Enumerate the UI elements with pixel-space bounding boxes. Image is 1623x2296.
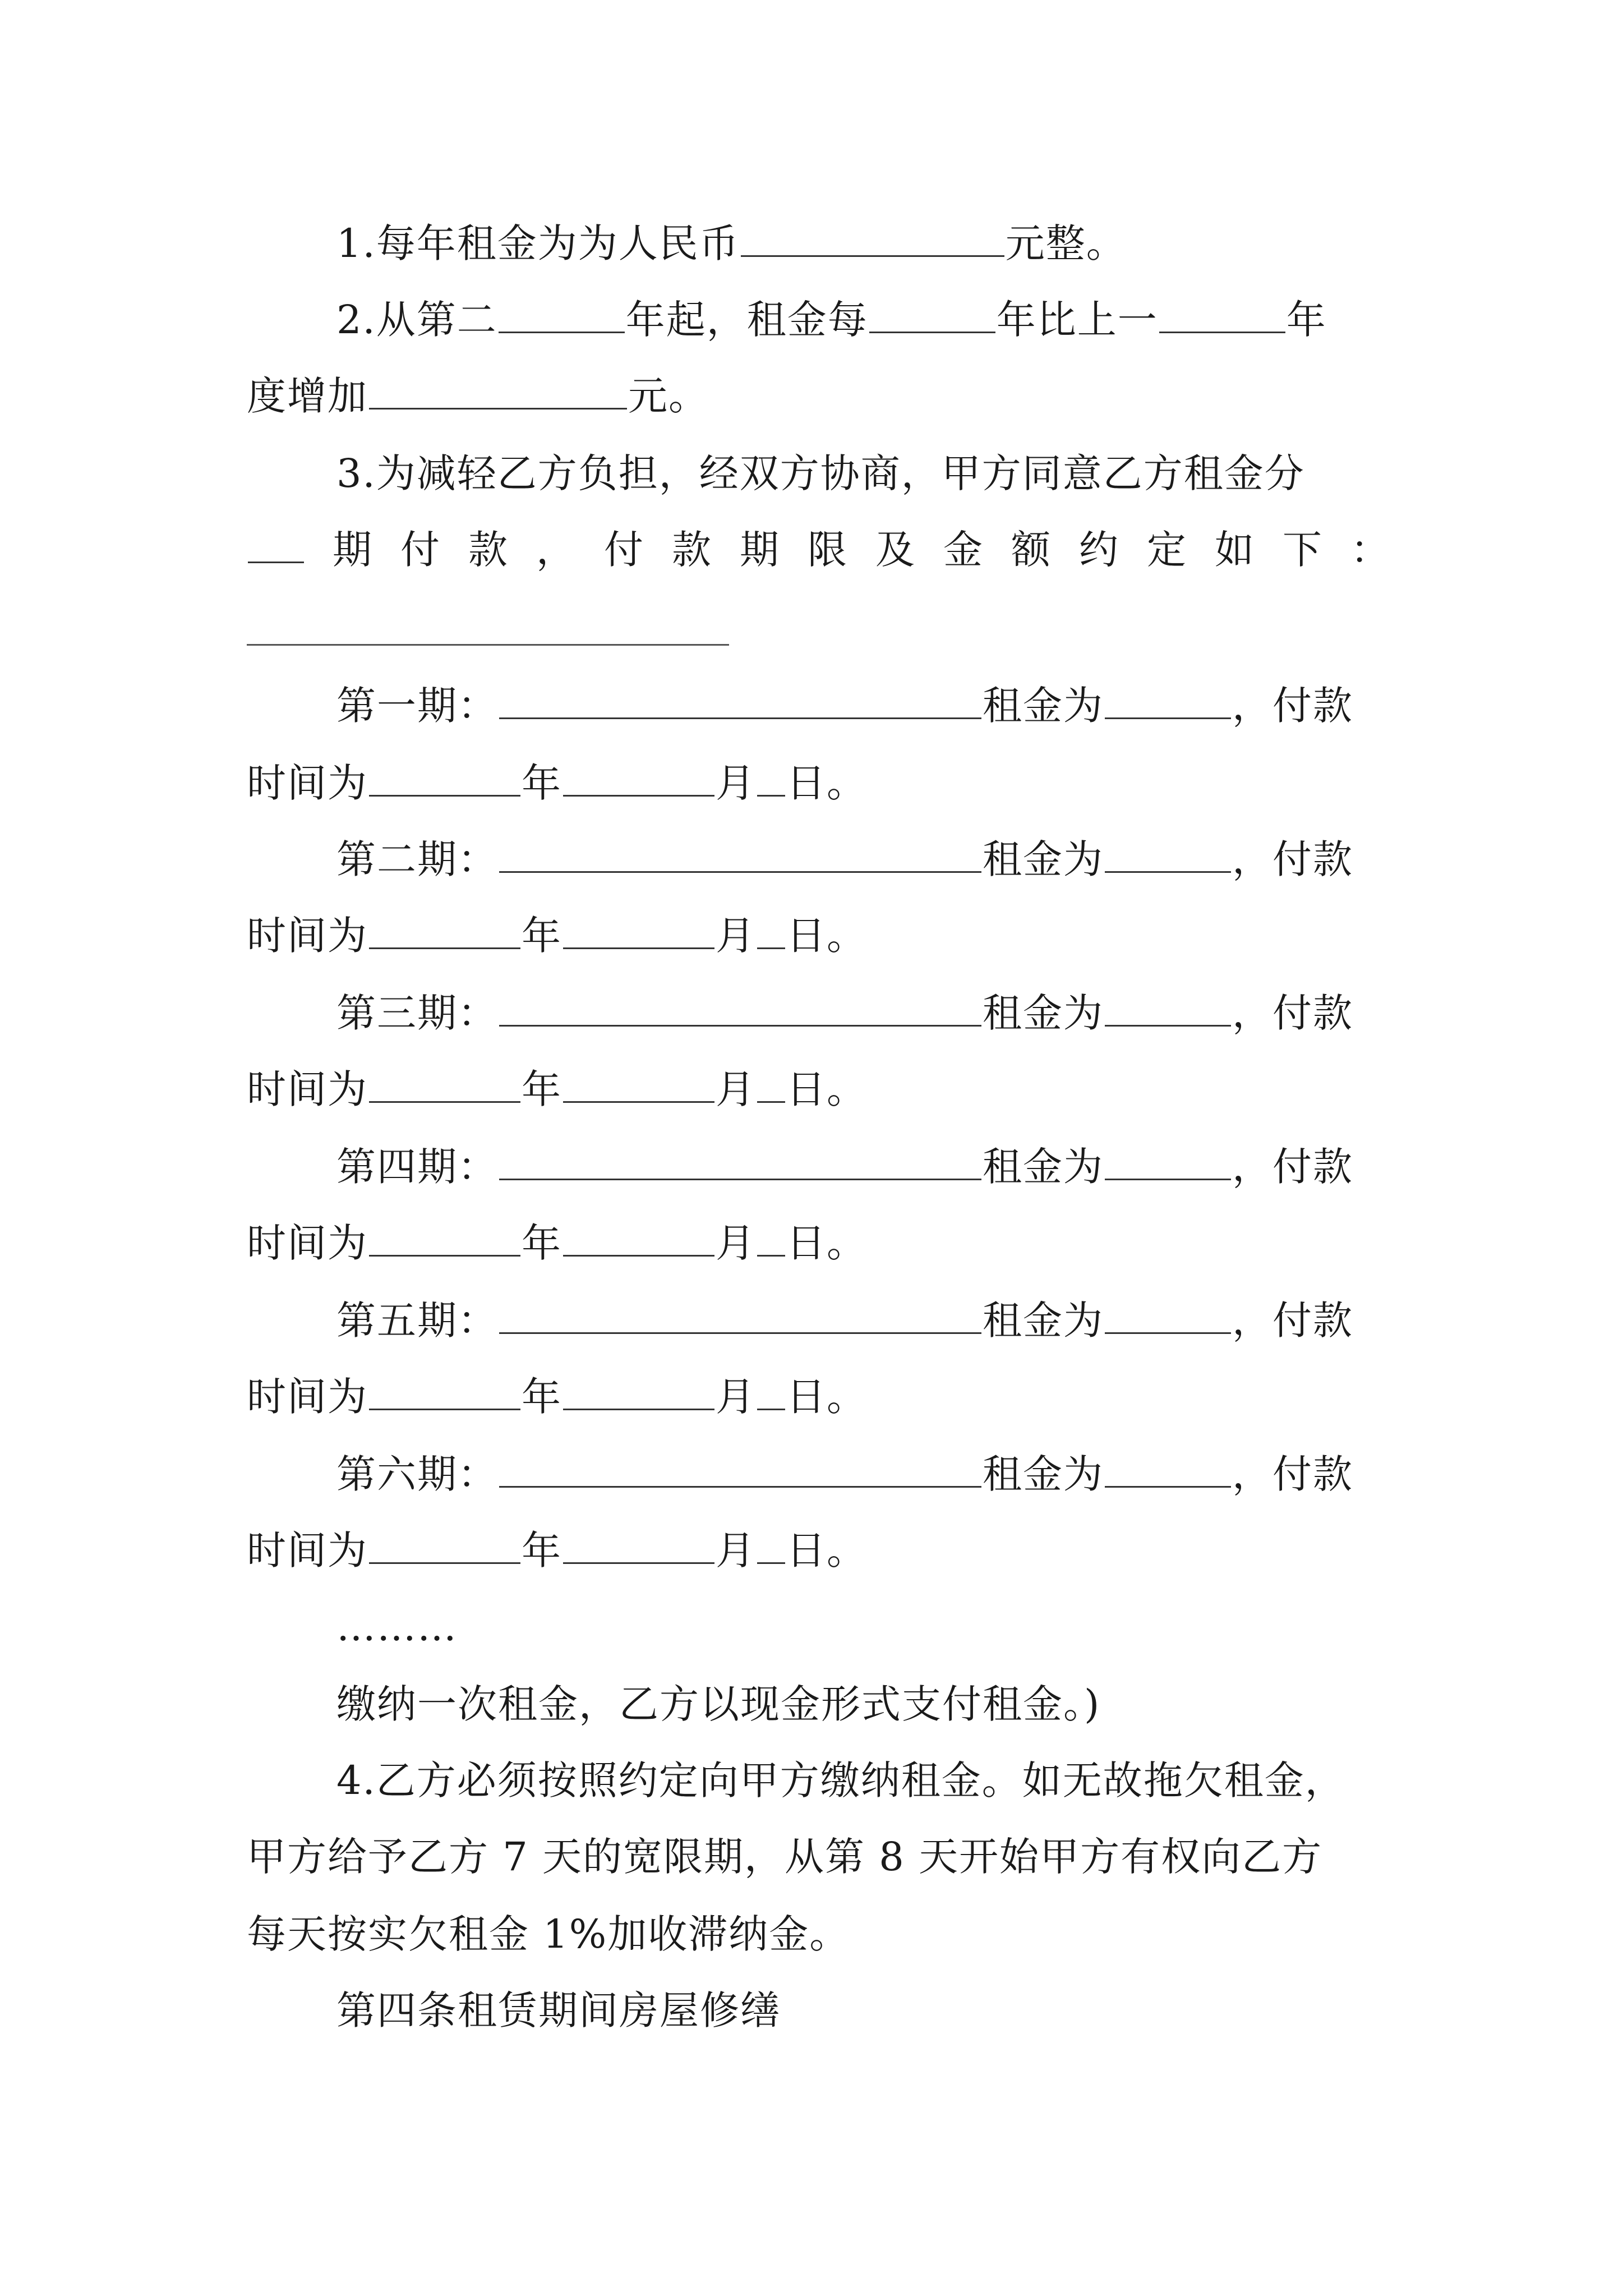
blank-installment-desc[interactable] [499, 680, 981, 720]
blank-installment-desc[interactable] [499, 1449, 981, 1488]
text-clause4-b: 甲方给予乙方 7 天的宽限期，从第 8 天开始甲方有权向乙方 [247, 1834, 1323, 1880]
line-installment-4-time [247, 1209, 1391, 1277]
line-installment-2 [336, 826, 1391, 893]
blank-pay-year[interactable] [369, 1525, 520, 1565]
text-day: 日。 [786, 1374, 867, 1420]
line-rent-increase [336, 286, 1391, 353]
blank-previous-year[interactable] [1159, 295, 1285, 334]
char: 款 [672, 527, 712, 573]
blank-pay-day[interactable] [757, 910, 785, 950]
text-time-is: 时间为 [247, 1066, 368, 1112]
text-day: 日。 [786, 760, 867, 806]
char: 款 [468, 527, 509, 573]
text-time-is: 时间为 [247, 1527, 368, 1573]
blank-annual-rent[interactable] [741, 218, 1004, 257]
blank-pay-month[interactable] [563, 1064, 714, 1103]
installment-label: 第一期： [336, 683, 498, 729]
text-rent-is: 租金为 [983, 990, 1104, 1036]
line-installment-3 [336, 979, 1391, 1047]
blank-installment-count[interactable] [248, 524, 304, 564]
line-installment-terms [247, 516, 1391, 583]
text-month: 月 [716, 1220, 756, 1266]
installment-label: 第六期： [336, 1451, 498, 1497]
line-clause4-b [247, 1823, 1391, 1890]
article-heading: 第四条租赁期间房屋修缮 [336, 1987, 781, 2033]
text-month: 月 [716, 760, 756, 806]
text-payment: ，付款 [1232, 1451, 1353, 1497]
text-year: 年 [522, 1374, 562, 1420]
text-ellipsis: ……… [336, 1604, 458, 1650]
text-payment: ，付款 [1232, 990, 1353, 1036]
text-rent-is: 租金为 [983, 836, 1104, 882]
text-day: 日。 [786, 1066, 867, 1112]
text-month: 月 [716, 913, 756, 959]
text-rent-is: 租金为 [983, 1144, 1104, 1190]
line-installment-5-time [247, 1363, 1391, 1430]
blank-pay-year[interactable] [369, 1064, 520, 1103]
char: 额 [1011, 527, 1052, 573]
text-year: 年 [1286, 297, 1327, 343]
line-clause4-c [247, 1901, 1391, 1968]
line-installment-6-time [247, 1517, 1391, 1584]
char: 期 [333, 527, 373, 573]
text-month: 月 [716, 1527, 756, 1573]
installment-label: 第五期： [336, 1297, 498, 1343]
blank-installment-details[interactable] [247, 644, 729, 646]
text-day: 日。 [786, 1220, 867, 1266]
text-from-second: 2.从第二 [336, 297, 497, 343]
blank-installment-desc[interactable] [499, 834, 981, 873]
char: 如 [1215, 527, 1255, 573]
text-yuan: 元。 [628, 373, 709, 419]
blank-pay-day[interactable] [757, 1218, 785, 1257]
text-year: 年 [522, 913, 562, 959]
blank-every-years[interactable] [869, 295, 995, 334]
line-installment-1-time [247, 749, 1391, 817]
text-rent-is: 租金为 [983, 1451, 1104, 1497]
text-day: 日。 [786, 1527, 867, 1573]
text-increase: 度增加 [247, 373, 368, 419]
line-installment-1 [336, 672, 1391, 739]
line-article4-heading [336, 1977, 1391, 2044]
char: 金 [943, 527, 984, 573]
blank-pay-day[interactable] [757, 758, 785, 797]
blank-pay-year[interactable] [369, 1218, 520, 1257]
blank-installment-desc[interactable] [499, 988, 981, 1027]
blank-rent-amount[interactable] [1105, 680, 1231, 720]
text-rent-is: 租金为 [983, 683, 1104, 729]
blank-pay-month[interactable] [563, 910, 714, 950]
text-time-is: 时间为 [247, 1374, 368, 1420]
blank-rent-amount[interactable] [1105, 1449, 1231, 1488]
blank-rent-amount[interactable] [1105, 1142, 1231, 1181]
installment-label: 第四期： [336, 1144, 498, 1190]
line-installment-4 [336, 1133, 1391, 1200]
text-rent-every: 年起，租金每 [625, 297, 868, 343]
char: ， [536, 527, 577, 573]
blank-rent-amount[interactable] [1105, 834, 1231, 873]
line-installment-6 [336, 1441, 1391, 1508]
blank-pay-year[interactable] [369, 1372, 520, 1411]
blank-pay-day[interactable] [757, 1372, 785, 1411]
line-annual-rent [336, 210, 1391, 277]
line-installment-3-time [247, 1056, 1391, 1123]
char: 期 [740, 527, 780, 573]
blank-increase-amount[interactable] [369, 371, 627, 410]
text-payment: ，付款 [1232, 1297, 1353, 1343]
char: 下 [1283, 527, 1323, 573]
text-month: 月 [716, 1374, 756, 1420]
blank-pay-month[interactable] [563, 1218, 714, 1257]
blank-start-year[interactable] [499, 295, 625, 334]
blank-installment-desc[interactable] [499, 1142, 981, 1181]
blank-pay-month[interactable] [563, 758, 714, 797]
text-payment: ，付款 [1232, 836, 1353, 882]
text-rent-is: 租金为 [983, 1297, 1104, 1343]
installment-label: 第三期： [336, 990, 498, 1036]
text-month: 月 [716, 1066, 756, 1112]
text-time-is: 时间为 [247, 913, 368, 959]
installment-label: 第二期： [336, 836, 498, 882]
blank-pay-month[interactable] [563, 1525, 714, 1565]
blank-installment-desc[interactable] [499, 1295, 981, 1335]
char: 及 [875, 527, 916, 573]
line-clause4-a [336, 1747, 1391, 1814]
line-pay-once [336, 1671, 1391, 1738]
text-time-is: 时间为 [247, 760, 368, 806]
text-year: 年 [522, 1220, 562, 1266]
char: 限 [808, 527, 848, 573]
text-yuan-zheng: 元整。 [1005, 220, 1127, 266]
blank-pay-month[interactable] [563, 1372, 714, 1411]
text-compared-last: 年比上一 [996, 297, 1158, 343]
text-payment: ，付款 [1232, 1144, 1353, 1190]
text-clause4-a: 4.乙方必须按照约定向甲方缴纳租金。如无故拖欠租金， [336, 1757, 1345, 1803]
line-installment-intro [336, 440, 1391, 507]
blank-rent-amount[interactable] [1105, 1295, 1231, 1335]
char: 付 [400, 527, 441, 573]
char: 约 [1079, 527, 1119, 573]
blank-pay-day[interactable] [757, 1525, 785, 1565]
text-installment-intro: 3.为减轻乙方负担，经双方协商，甲方同意乙方租金分 [336, 450, 1305, 496]
line-installment-5 [336, 1287, 1391, 1354]
line-ellipsis [336, 1593, 1391, 1660]
text-year: 年 [522, 760, 562, 806]
blank-rent-amount[interactable] [1105, 988, 1231, 1027]
char: 付 [604, 527, 644, 573]
text-payment: ，付款 [1232, 683, 1353, 729]
char: ： [1350, 527, 1391, 573]
text-pay-once: 缴纳一次租金，乙方以现金形式支付租金。) [336, 1681, 1101, 1727]
text-year: 年 [522, 1066, 562, 1112]
text-annual-rent: 1.每年租金为为人民币 [336, 220, 740, 266]
text-year: 年 [522, 1527, 562, 1573]
blank-pay-day[interactable] [757, 1064, 785, 1103]
text-day: 日。 [786, 913, 867, 959]
line-increase-amount [247, 362, 1391, 430]
blank-pay-year[interactable] [369, 758, 520, 797]
text-clause4-c: 每天按实欠租金 1%加收滞纳金。 [247, 1911, 850, 1957]
line-installment-2-time [247, 902, 1391, 969]
char: 定 [1147, 527, 1187, 573]
blank-pay-year[interactable] [369, 910, 520, 950]
text-time-is: 时间为 [247, 1220, 368, 1266]
